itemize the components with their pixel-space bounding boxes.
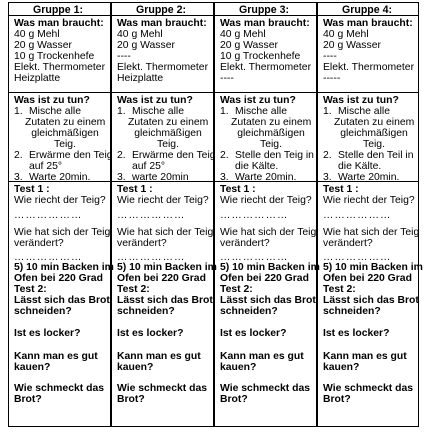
question-change: verändert?	[220, 238, 270, 249]
question-loose: Ist es locker?	[220, 328, 287, 339]
question-cut: Lässt sich das Brot	[117, 295, 213, 306]
step-text: Mische alle	[338, 106, 390, 117]
column-divider	[213, 2, 215, 427]
step-text: Erwärme den Teig	[29, 150, 113, 161]
answer-line: ………………	[14, 252, 83, 263]
step-text: gleichmäßigen	[31, 128, 99, 139]
test2-heading: Test 2:	[14, 284, 47, 295]
bake-instruction: Ofen bei 220 Grad	[14, 273, 103, 284]
step-text: Mische alle	[132, 106, 184, 117]
step-number: 3.	[220, 172, 229, 183]
answer-line: ………………	[14, 210, 83, 221]
step-number: 3.	[323, 172, 332, 183]
material-item: -----	[323, 73, 341, 84]
steps-heading: Was ist zu tun?	[117, 95, 193, 106]
question-change: Wie hat sich der Teig	[220, 227, 317, 238]
question-chew: kauen?	[220, 362, 257, 373]
material-item: Heizplatte	[14, 73, 61, 84]
question-cut: schneiden?	[117, 306, 175, 317]
step-text: Erwärme den Teig	[132, 150, 216, 161]
materials-heading: Was man braucht:	[323, 18, 413, 29]
group-column	[320, 2, 423, 427]
group-title: Gruppe 3:	[238, 4, 290, 16]
question-change: Wie hat sich der Teig	[14, 227, 111, 238]
step-text: Zutaten zu einem	[25, 117, 106, 128]
group-title: Gruppe 4:	[341, 4, 393, 16]
question-taste: Brot?	[220, 394, 248, 405]
step-text: warte 20min	[132, 172, 189, 183]
test2-heading: Test 2:	[117, 284, 150, 295]
group-title: Gruppe 2:	[135, 4, 187, 16]
step-number: 2.	[117, 150, 126, 161]
step-text: Warte 20min.	[235, 172, 297, 183]
answer-line: ………………	[117, 252, 186, 263]
step-number: 3.	[14, 172, 23, 183]
question-taste: Wie schmeckt das	[323, 383, 413, 394]
answer-line: ………………	[323, 252, 392, 263]
materials-heading: Was man braucht:	[14, 18, 104, 29]
question-smell: Wie riecht der Teig?	[323, 195, 415, 206]
bake-instruction: Ofen bei 220 Grad	[117, 273, 206, 284]
steps-heading: Was ist zu tun?	[220, 95, 296, 106]
question-cut: Lässt sich das Brot	[14, 295, 110, 306]
step-text: Warte 20min.	[29, 172, 91, 183]
material-item: 20 g Wasser	[323, 40, 381, 51]
material-item: Elekt. Thermometer	[14, 62, 106, 73]
question-cut: Lässt sich das Brot	[220, 295, 316, 306]
question-loose: Ist es locker?	[323, 328, 390, 339]
question-chew: Kann man es gut	[117, 351, 201, 362]
question-cut: schneiden?	[220, 306, 278, 317]
material-item: ----	[323, 51, 337, 62]
question-smell: Wie riecht der Teig?	[117, 195, 209, 206]
step-text: Teig.	[157, 139, 179, 150]
step-text: Stelle den Teig in	[235, 150, 314, 161]
material-item: 10 g Trockenhefe	[14, 51, 95, 62]
question-taste: Brot?	[14, 394, 42, 405]
step-text: Mische alle	[29, 106, 81, 117]
material-item: 40 g Mehl	[117, 29, 163, 40]
step-number: 1.	[220, 106, 229, 117]
question-chew: kauen?	[14, 362, 51, 373]
question-change: verändert?	[14, 238, 64, 249]
step-number: 2.	[220, 150, 229, 161]
group-column	[217, 2, 320, 427]
materials-heading: Was man braucht:	[220, 18, 310, 29]
step-number: 1.	[323, 106, 332, 117]
bake-instruction: 5) 10 min Backen im	[323, 262, 423, 273]
step-text: Warte 20min.	[338, 172, 400, 183]
question-chew: Kann man es gut	[220, 351, 304, 362]
material-item: Heizplatte	[117, 73, 164, 84]
step-text: Zutaten zu einem	[231, 117, 312, 128]
test1-heading: Test 1 :	[117, 184, 153, 195]
test2-heading: Test 2:	[220, 284, 253, 295]
column-divider	[110, 2, 112, 427]
material-item: ----	[220, 73, 234, 84]
group-title: Gruppe 1:	[32, 4, 84, 16]
steps-heading: Was ist zu tun?	[323, 95, 399, 106]
material-item: 20 g Wasser	[117, 40, 175, 51]
material-item: 40 g Mehl	[14, 29, 60, 40]
step-number: 1.	[117, 106, 126, 117]
material-item: ----	[117, 51, 131, 62]
test1-heading: Test 1 :	[323, 184, 359, 195]
step-text: gleichmäßigen	[340, 128, 408, 139]
group-column	[11, 2, 114, 427]
test2-heading: Test 2:	[323, 284, 356, 295]
question-change: verändert?	[323, 238, 373, 249]
material-item: 10 g Trockenhefe	[220, 51, 301, 62]
column-divider	[316, 2, 318, 427]
materials-heading: Was man braucht:	[117, 18, 207, 29]
question-loose: Ist es locker?	[14, 328, 81, 339]
step-text: Teig.	[260, 139, 282, 150]
step-text: Zutaten zu einem	[128, 117, 209, 128]
question-chew: kauen?	[117, 362, 154, 373]
question-smell: Wie riecht der Teig?	[220, 195, 312, 206]
question-cut: Lässt sich das Brot	[323, 295, 419, 306]
step-text: auf 25°	[29, 161, 63, 172]
step-text: gleichmäßigen	[237, 128, 305, 139]
step-number: 2.	[323, 150, 332, 161]
steps-heading: Was ist zu tun?	[14, 95, 90, 106]
step-text: Mische alle	[235, 106, 287, 117]
question-taste: Wie schmeckt das	[220, 383, 310, 394]
question-change: Wie hat sich der Teig	[323, 227, 420, 238]
step-text: Stelle den Teil in	[338, 150, 414, 161]
step-text: die Kälte.	[338, 161, 382, 172]
answer-line: ………………	[220, 210, 289, 221]
bake-instruction: 5) 10 min Backen im	[117, 262, 217, 273]
question-cut: schneiden?	[323, 306, 381, 317]
question-loose: Ist es locker?	[117, 328, 184, 339]
step-text: Teig.	[54, 139, 76, 150]
step-text: Teig.	[363, 139, 385, 150]
answer-line: ………………	[220, 252, 289, 263]
question-chew: Kann man es gut	[14, 351, 98, 362]
step-text: auf 25°	[132, 161, 166, 172]
question-cut: schneiden?	[14, 306, 72, 317]
step-number: 3.	[117, 172, 126, 183]
bake-instruction: Ofen bei 220 Grad	[323, 273, 412, 284]
material-item: Elekt. Thermometer	[117, 62, 209, 73]
question-chew: kauen?	[323, 362, 360, 373]
bake-instruction: 5) 10 min Backen im	[14, 262, 114, 273]
question-taste: Wie schmeckt das	[117, 383, 207, 394]
question-taste: Brot?	[323, 394, 351, 405]
material-item: Elekt. Thermometer	[220, 62, 312, 73]
question-taste: Brot?	[117, 394, 145, 405]
material-item: 40 g Mehl	[323, 29, 369, 40]
bake-instruction: Ofen bei 220 Grad	[220, 273, 309, 284]
test1-heading: Test 1 :	[14, 184, 50, 195]
step-text: gleichmäßigen	[134, 128, 202, 139]
question-change: Wie hat sich der Teig	[117, 227, 214, 238]
test1-heading: Test 1 :	[220, 184, 256, 195]
material-item: 20 g Wasser	[220, 40, 278, 51]
material-item: 40 g Mehl	[220, 29, 266, 40]
group-column	[114, 2, 217, 427]
answer-line: ………………	[323, 210, 392, 221]
material-item: Elekt. Thermometer	[323, 62, 415, 73]
answer-line: ………………	[117, 210, 186, 221]
bake-instruction: 5) 10 min Backen im	[220, 262, 320, 273]
step-text: die Kälte.	[235, 161, 279, 172]
question-smell: Wie riecht der Teig?	[14, 195, 106, 206]
step-number: 1.	[14, 106, 23, 117]
question-change: verändert?	[117, 238, 167, 249]
question-taste: Wie schmeckt das	[14, 383, 104, 394]
step-number: 2.	[14, 150, 23, 161]
material-item: 20 g Wasser	[14, 40, 72, 51]
question-chew: Kann man es gut	[323, 351, 407, 362]
step-text: Zutaten zu einem	[334, 117, 415, 128]
